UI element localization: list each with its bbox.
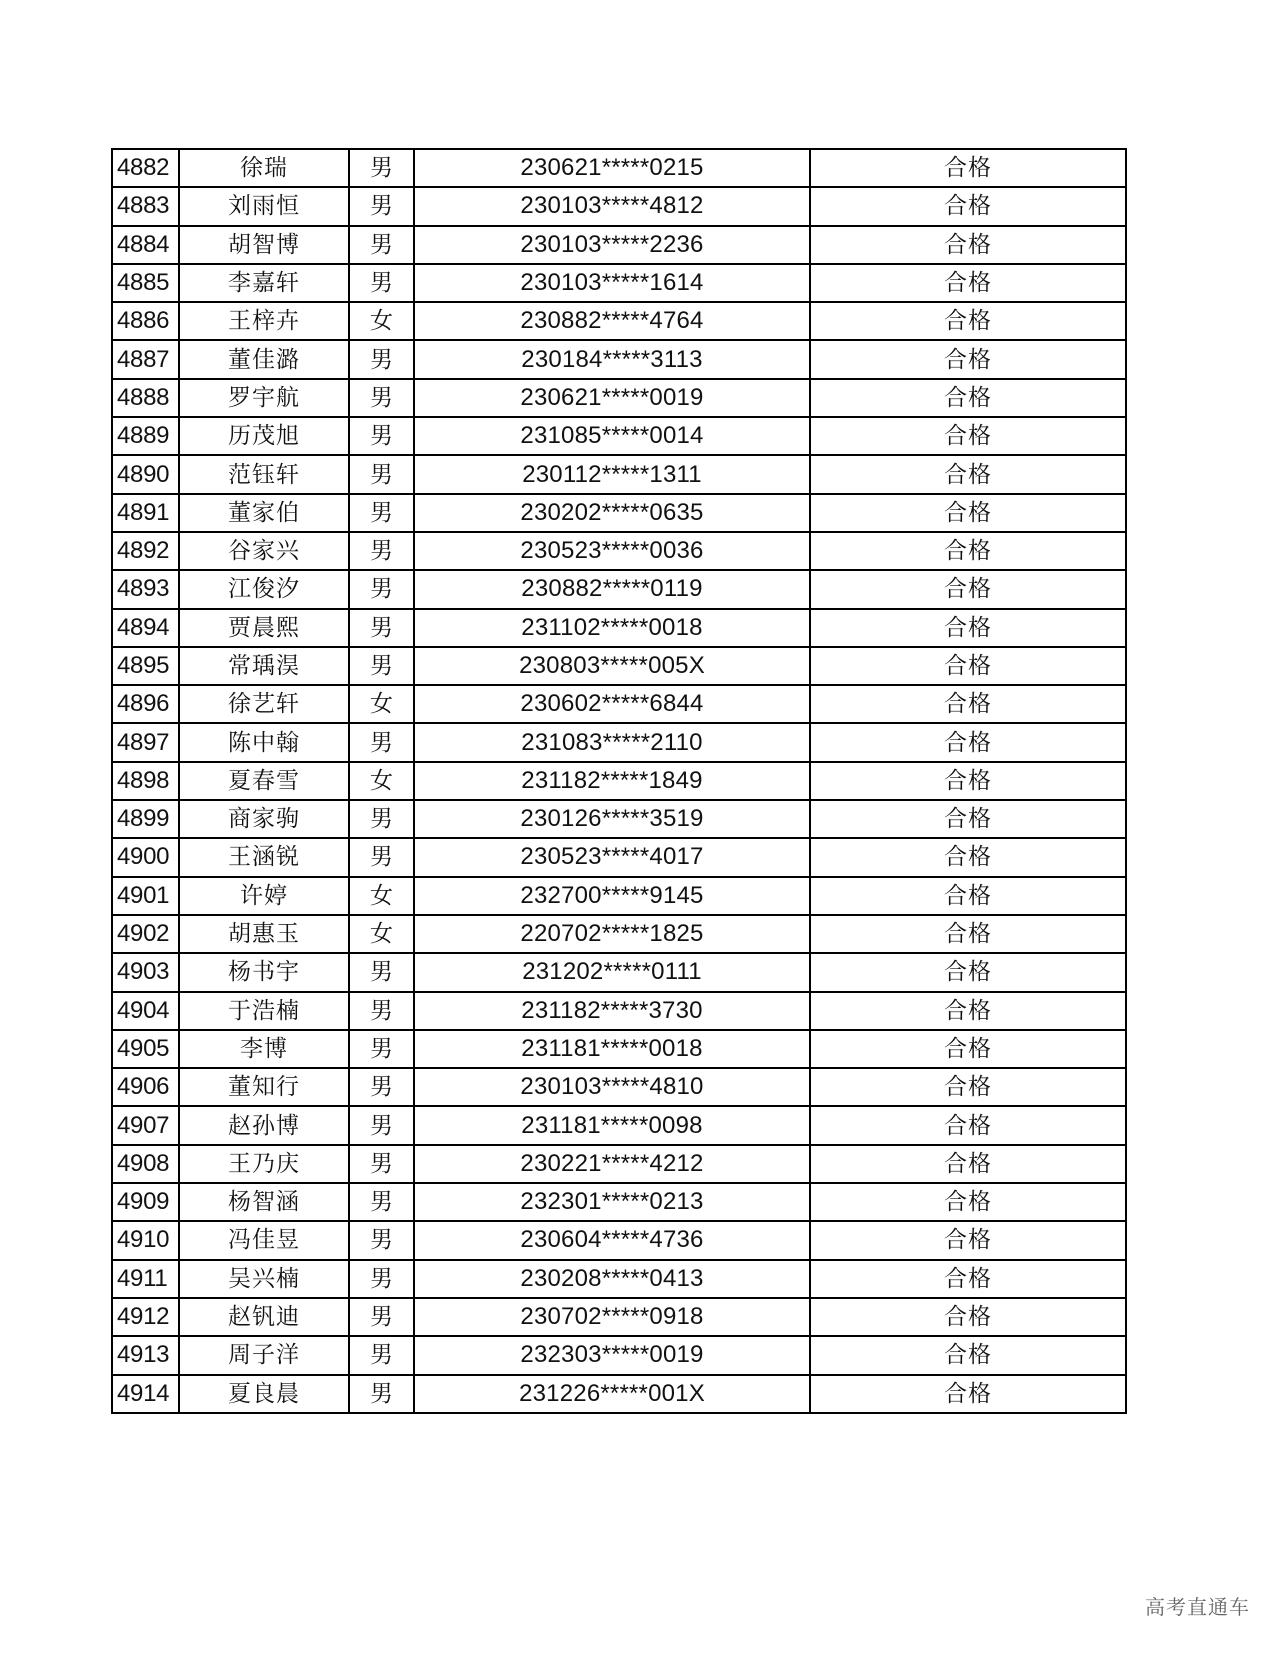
candidate-gender: 男 <box>349 647 414 685</box>
candidate-name: 于浩楠 <box>179 992 349 1030</box>
row-number: 4882 <box>112 149 179 187</box>
row-number: 4902 <box>112 915 179 953</box>
table-row <box>112 609 1126 647</box>
table-row <box>112 953 1126 991</box>
candidate-gender: 男 <box>349 570 414 608</box>
results-table <box>111 148 1127 1414</box>
result-status: 合格 <box>810 762 1126 800</box>
row-number: 4893 <box>112 570 179 608</box>
candidate-name: 赵孙博 <box>179 1106 349 1144</box>
row-number: 4898 <box>112 762 179 800</box>
candidate-name: 吴兴楠 <box>179 1260 349 1298</box>
table-row <box>112 1068 1126 1106</box>
result-status: 合格 <box>810 1106 1126 1144</box>
row-number: 4912 <box>112 1298 179 1336</box>
result-status: 合格 <box>810 1183 1126 1221</box>
candidate-name: 夏良晨 <box>179 1375 349 1413</box>
result-status: 合格 <box>810 379 1126 417</box>
candidate-name: 赵钒迪 <box>179 1298 349 1336</box>
candidate-gender: 男 <box>349 417 414 455</box>
candidate-id-number: 231181*****0098 <box>414 1106 810 1144</box>
table-row <box>112 992 1126 1030</box>
candidate-gender: 男 <box>349 992 414 1030</box>
table-row <box>112 226 1126 264</box>
candidate-name: 谷家兴 <box>179 532 349 570</box>
table-row <box>112 302 1126 340</box>
candidate-name: 王涵锐 <box>179 838 349 876</box>
candidate-id-number: 231102*****0018 <box>414 609 810 647</box>
result-status: 合格 <box>810 455 1126 493</box>
row-number: 4900 <box>112 838 179 876</box>
result-status: 合格 <box>810 264 1126 302</box>
result-status: 合格 <box>810 838 1126 876</box>
candidate-name: 徐艺轩 <box>179 685 349 723</box>
candidate-gender: 男 <box>349 187 414 225</box>
candidate-id-number: 230621*****0215 <box>414 149 810 187</box>
result-status: 合格 <box>810 302 1126 340</box>
candidate-id-number: 230208*****0413 <box>414 1260 810 1298</box>
candidate-name: 李博 <box>179 1030 349 1068</box>
result-status: 合格 <box>810 1298 1126 1336</box>
result-status: 合格 <box>810 953 1126 991</box>
result-status: 合格 <box>810 877 1126 915</box>
table-row <box>112 264 1126 302</box>
table-row <box>112 1375 1126 1413</box>
candidate-name: 杨书宇 <box>179 953 349 991</box>
table-row <box>112 570 1126 608</box>
candidate-gender: 男 <box>349 1183 414 1221</box>
candidate-name: 历茂旭 <box>179 417 349 455</box>
row-number: 4888 <box>112 379 179 417</box>
candidate-gender: 女 <box>349 915 414 953</box>
candidate-name: 杨智涵 <box>179 1183 349 1221</box>
candidate-id-number: 230882*****4764 <box>414 302 810 340</box>
row-number: 4892 <box>112 532 179 570</box>
result-status: 合格 <box>810 1030 1126 1068</box>
candidate-id-number: 230103*****2236 <box>414 226 810 264</box>
row-number: 4897 <box>112 723 179 761</box>
candidate-id-number: 230112*****1311 <box>414 455 810 493</box>
result-status: 合格 <box>810 609 1126 647</box>
row-number: 4891 <box>112 494 179 532</box>
row-number: 4908 <box>112 1145 179 1183</box>
table-row <box>112 723 1126 761</box>
candidate-id-number: 231182*****3730 <box>414 992 810 1030</box>
candidate-id-number: 230604*****4736 <box>414 1221 810 1259</box>
candidate-name: 范钰轩 <box>179 455 349 493</box>
result-status: 合格 <box>810 1145 1126 1183</box>
row-number: 4903 <box>112 953 179 991</box>
result-status: 合格 <box>810 532 1126 570</box>
table-row <box>112 685 1126 723</box>
table-row <box>112 1336 1126 1374</box>
candidate-id-number: 232301*****0213 <box>414 1183 810 1221</box>
row-number: 4896 <box>112 685 179 723</box>
candidate-gender: 男 <box>349 532 414 570</box>
candidate-name: 许婷 <box>179 877 349 915</box>
row-number: 4909 <box>112 1183 179 1221</box>
table-row <box>112 379 1126 417</box>
candidate-name: 徐瑞 <box>179 149 349 187</box>
candidate-gender: 男 <box>349 723 414 761</box>
candidate-id-number: 230103*****1614 <box>414 264 810 302</box>
result-status: 合格 <box>810 1221 1126 1259</box>
result-status: 合格 <box>810 340 1126 378</box>
result-status: 合格 <box>810 800 1126 838</box>
candidate-name: 刘雨恒 <box>179 187 349 225</box>
candidate-gender: 女 <box>349 302 414 340</box>
result-status: 合格 <box>810 915 1126 953</box>
candidate-id-number: 230602*****6844 <box>414 685 810 723</box>
candidate-name: 董佳潞 <box>179 340 349 378</box>
row-number: 4885 <box>112 264 179 302</box>
result-status: 合格 <box>810 149 1126 187</box>
result-status: 合格 <box>810 1375 1126 1413</box>
candidate-name: 董家伯 <box>179 494 349 532</box>
candidate-id-number: 231085*****0014 <box>414 417 810 455</box>
table-row <box>112 494 1126 532</box>
table-row <box>112 532 1126 570</box>
candidate-id-number: 230803*****005X <box>414 647 810 685</box>
candidate-id-number: 230103*****4810 <box>414 1068 810 1106</box>
candidate-gender: 男 <box>349 379 414 417</box>
row-number: 4887 <box>112 340 179 378</box>
candidate-name: 夏春雪 <box>179 762 349 800</box>
candidate-gender: 男 <box>349 149 414 187</box>
candidate-gender: 男 <box>349 838 414 876</box>
result-status: 合格 <box>810 1260 1126 1298</box>
candidate-name: 常瑀淏 <box>179 647 349 685</box>
row-number: 4904 <box>112 992 179 1030</box>
candidate-name: 王梓卉 <box>179 302 349 340</box>
candidate-gender: 男 <box>349 1145 414 1183</box>
row-number: 4913 <box>112 1336 179 1374</box>
table-row <box>112 417 1126 455</box>
candidate-gender: 女 <box>349 877 414 915</box>
candidate-id-number: 230184*****3113 <box>414 340 810 378</box>
candidate-gender: 男 <box>349 340 414 378</box>
table-row <box>112 1030 1126 1068</box>
table-row <box>112 762 1126 800</box>
result-status: 合格 <box>810 1068 1126 1106</box>
row-number: 4889 <box>112 417 179 455</box>
row-number: 4901 <box>112 877 179 915</box>
table-row <box>112 149 1126 187</box>
candidate-id-number: 232700*****9145 <box>414 877 810 915</box>
row-number: 4895 <box>112 647 179 685</box>
result-status: 合格 <box>810 417 1126 455</box>
candidate-id-number: 231226*****001X <box>414 1375 810 1413</box>
table-row <box>112 1298 1126 1336</box>
row-number: 4905 <box>112 1030 179 1068</box>
result-status: 合格 <box>810 570 1126 608</box>
table-row <box>112 187 1126 225</box>
row-number: 4894 <box>112 609 179 647</box>
candidate-gender: 男 <box>349 1375 414 1413</box>
candidate-gender: 男 <box>349 455 414 493</box>
candidate-id-number: 230621*****0019 <box>414 379 810 417</box>
candidate-gender: 男 <box>349 800 414 838</box>
candidate-gender: 女 <box>349 762 414 800</box>
watermark-text: 高考直通车 <box>1145 1595 1250 1619</box>
candidate-gender: 男 <box>349 1336 414 1374</box>
candidate-id-number: 230202*****0635 <box>414 494 810 532</box>
candidate-name: 商家驹 <box>179 800 349 838</box>
candidate-id-number: 230103*****4812 <box>414 187 810 225</box>
candidate-name: 胡惠玉 <box>179 915 349 953</box>
candidate-name: 贾晨熙 <box>179 609 349 647</box>
result-status: 合格 <box>810 685 1126 723</box>
table-row <box>112 838 1126 876</box>
row-number: 4883 <box>112 187 179 225</box>
row-number: 4911 <box>112 1260 179 1298</box>
row-number: 4890 <box>112 455 179 493</box>
result-status: 合格 <box>810 723 1126 761</box>
result-status: 合格 <box>810 992 1126 1030</box>
candidate-name: 王乃庆 <box>179 1145 349 1183</box>
candidate-id-number: 230523*****4017 <box>414 838 810 876</box>
candidate-gender: 男 <box>349 226 414 264</box>
result-status: 合格 <box>810 494 1126 532</box>
candidate-gender: 女 <box>349 685 414 723</box>
candidate-name: 李嘉轩 <box>179 264 349 302</box>
candidate-id-number: 232303*****0019 <box>414 1336 810 1374</box>
table-row <box>112 455 1126 493</box>
candidate-gender: 男 <box>349 1106 414 1144</box>
result-status: 合格 <box>810 647 1126 685</box>
candidate-gender: 男 <box>349 264 414 302</box>
table-row <box>112 877 1126 915</box>
candidate-id-number: 231182*****1849 <box>414 762 810 800</box>
row-number: 4906 <box>112 1068 179 1106</box>
table-row <box>112 340 1126 378</box>
table-row <box>112 1221 1126 1259</box>
row-number: 4899 <box>112 800 179 838</box>
candidate-gender: 男 <box>349 1221 414 1259</box>
results-table-body <box>112 149 1126 1413</box>
row-number: 4907 <box>112 1106 179 1144</box>
table-row <box>112 1145 1126 1183</box>
row-number: 4886 <box>112 302 179 340</box>
candidate-name: 董知行 <box>179 1068 349 1106</box>
table-row <box>112 1260 1126 1298</box>
candidate-id-number: 230126*****3519 <box>414 800 810 838</box>
candidate-gender: 男 <box>349 1298 414 1336</box>
candidate-gender: 男 <box>349 494 414 532</box>
candidate-gender: 男 <box>349 609 414 647</box>
candidate-id-number: 230702*****0918 <box>414 1298 810 1336</box>
table-row <box>112 1106 1126 1144</box>
candidate-id-number: 230882*****0119 <box>414 570 810 608</box>
candidate-name: 陈中翰 <box>179 723 349 761</box>
candidate-id-number: 231202*****0111 <box>414 953 810 991</box>
table-row <box>112 1183 1126 1221</box>
result-status: 合格 <box>810 226 1126 264</box>
candidate-gender: 男 <box>349 953 414 991</box>
candidate-name: 胡智博 <box>179 226 349 264</box>
candidate-id-number: 230523*****0036 <box>414 532 810 570</box>
table-row <box>112 800 1126 838</box>
candidate-name: 冯佳昱 <box>179 1221 349 1259</box>
result-status: 合格 <box>810 1336 1126 1374</box>
candidate-id-number: 230221*****4212 <box>414 1145 810 1183</box>
row-number: 4914 <box>112 1375 179 1413</box>
result-status: 合格 <box>810 187 1126 225</box>
table-row <box>112 647 1126 685</box>
candidate-name: 罗宇航 <box>179 379 349 417</box>
table-row <box>112 915 1126 953</box>
candidate-id-number: 231083*****2110 <box>414 723 810 761</box>
row-number: 4884 <box>112 226 179 264</box>
candidate-gender: 男 <box>349 1068 414 1106</box>
candidate-gender: 男 <box>349 1260 414 1298</box>
candidate-name: 周子洋 <box>179 1336 349 1374</box>
row-number: 4910 <box>112 1221 179 1259</box>
candidate-name: 江俊汐 <box>179 570 349 608</box>
candidate-id-number: 231181*****0018 <box>414 1030 810 1068</box>
candidate-gender: 男 <box>349 1030 414 1068</box>
candidate-id-number: 220702*****1825 <box>414 915 810 953</box>
